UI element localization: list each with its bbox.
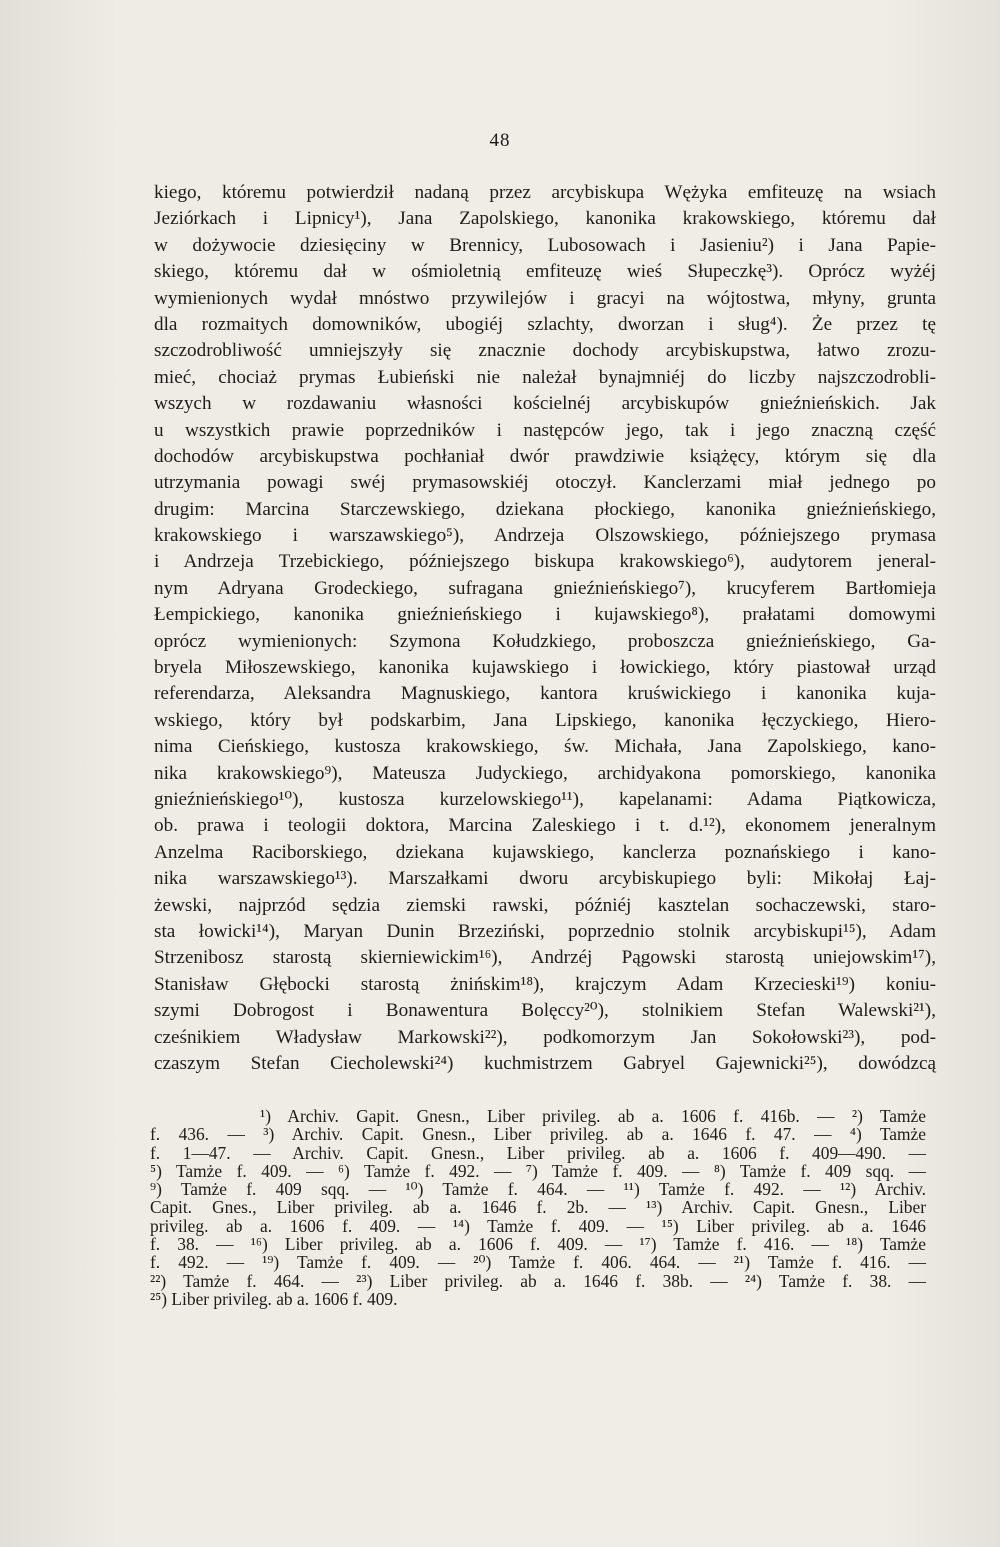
text-line: cześnikiem Władysław Markowski²²), podkomorzym Jan Sokołowski²³), pod- xyxy=(154,1026,936,1048)
text-line: utrzymania powagi swéj prymasowskiéj otoczył. Kanclerzami miał jednego po xyxy=(154,472,936,494)
text-line: Anzelma Raciborskiego, dziekana kujawskiego, kanclerza poznańskiego i kano- xyxy=(154,841,936,863)
text-line: skiego, któremu dał w ośmioletnią emfiteuzę wieś Słupeczkę³). Oprócz wyżéj xyxy=(154,261,936,283)
text-line: żewski, najprzód sędzia ziemski rawski, późniéj kasztelan sochaczewski, staro- xyxy=(154,894,936,916)
text-line: szczodrobliwość umniejszyły się znacznie dochody arcybiskupstwa, łatwo zrozu- xyxy=(154,340,936,362)
text-line: gnieźnieńskiego¹⁰), kustosza kurzelowskiego¹¹), kapelanami: Adama Piątkowicza, xyxy=(154,788,936,810)
footnote-line: f. 436. — ³) Archiv. Capit. Gnesn., Liber privileg. ab a. 1646 f. 47. — ⁴) Tamże xyxy=(150,1124,926,1145)
footnote-line: ⁹) Tamże f. 409 sqq. — ¹⁰) Tamże f. 464. — ¹¹) Tamże f. 492. — ¹²) Archiv. xyxy=(150,1179,926,1200)
text-line: w dożywocie dziesięciny w Brennicy, Lubosowach i Jasieniu²) i Jana Papie- xyxy=(154,234,936,256)
text-line: nika warszawskiego¹³). Marszałkami dworu arcybiskupiego byli: Mikołaj Łaj- xyxy=(154,868,936,890)
text-line: dochodów arcybiskupstwa pochłaniał dwór prawdziwie książęcy, którym się dla xyxy=(154,445,936,467)
text-line: Stanisław Głębocki starostą żnińskim¹⁸), krajczym Adam Krzecieski¹⁹) koniu- xyxy=(154,973,936,995)
footnote-line: ²²) Tamże f. 464. — ²³) Liber privileg. ab a. 1646 f. 38b. — ²⁴) Tamże f. 38. — xyxy=(150,1270,926,1291)
page-number: 48 xyxy=(489,130,511,151)
text-line: szymi Dobrogost i Bonawentura Bolęccy²⁰), stolnikiem Stefan Walewski²¹), xyxy=(154,1000,936,1022)
text-line: nima Cieńskiego, kustosza krakowskiego, św. Michała, Jana Zapolskiego, kano- xyxy=(154,736,936,758)
footnotes xyxy=(150,1107,926,1308)
footnote-line: ⁵) Tamże f. 409. — ⁶) Tamże f. 492. — ⁷) Tamże f. 409. — ⁸) Tamże f. 409 sqq. — xyxy=(150,1160,926,1181)
text-line: nika krakowskiego⁹), Mateusza Judyckiego, archidyakona pomorskiego, kanonika xyxy=(154,762,936,784)
footnote-line: ¹) Archiv. Gapit. Gnesn., Liber privileg. ab a. 1606 f. 416b. — ²) Tamże xyxy=(260,1106,926,1126)
text-line: kiego, któremu potwierdził nadaną przez arcybiskupa Wężyka emfiteuzę na wsiach xyxy=(154,182,936,203)
text-line: bryela Miłoszewskiego, kanonika kujawskiego i łowickiego, który piastował urząd xyxy=(154,657,936,679)
text-line: ob. prawa i teologii doktora, Marcina Zaleskiego i t. d.¹²), ekonomem jeneralnym xyxy=(154,815,936,837)
text-line: i Andrzeja Trzebickiego, późniejszego biskupa krakowskiego⁶), audytorem jeneral- xyxy=(154,551,936,573)
text-line: krakowskiego i warszawskiego⁵), Andrzeja Olszowskiego, późniejszego prymasa xyxy=(154,525,936,547)
footnote-line: ²⁵) Liber privileg. ab a. 1606 f. 409. xyxy=(150,1288,398,1309)
text-line: Łempickiego, kanonika gnieźnieńskiego i kujawskiego⁸), prałatami domowymi xyxy=(154,604,936,626)
text-line: mieć, chociaż prymas Łubieński nie należał bynajmniéj do liczby najszczodrobli- xyxy=(154,366,936,388)
text-line: wskiego, który był podskarbim, Jana Lipskiego, kanonika łęczyckiego, Hiero- xyxy=(154,709,936,731)
text-line: wszych w rozdawaniu własności kościelnéj arcybiskupów gnieźnieńskich. Jak xyxy=(154,393,936,415)
text-line: sta łowicki¹⁴), Maryan Dunin Brzeziński, poprzednio stolnik arcybiskupi¹⁵), Adam xyxy=(154,920,936,942)
text-line: u wszystkich prawie poprzedników i następców jego, tak i jego znaczną część xyxy=(154,419,936,441)
text-line: wymienionych wydał mnóstwo przywilejów i gracyi na wójtostwa, młyny, grunta xyxy=(154,287,936,309)
footnote-line: f. 492. — ¹⁹) Tamże f. 409. — ²⁰) Tamże f. 406. 464. — ²¹) Tamże f. 416. — xyxy=(150,1252,926,1273)
footnote-line: f. 38. — ¹⁶) Liber privileg. ab a. 1606 f. 409. — ¹⁷) Tamże f. 416. — ¹⁸) Tamże xyxy=(150,1234,926,1255)
text-line: Jeziórkach i Lipnicy¹), Jana Zapolskiego, kanonika krakowskiego, któremu dał xyxy=(154,208,936,230)
footnote-line: f. 1—47. — Archiv. Capit. Gnesn., Liber privileg. ab a. 1606 f. 409—490. — xyxy=(150,1142,926,1163)
text-line: dla rozmaitych domowników, ubogiéj szlachty, dworzan i sług⁴). Że przez tę xyxy=(154,313,936,335)
body-text xyxy=(154,180,936,1077)
footnote-line: Capit. Gnes., Liber privileg. ab a. 1646 f. 2b. — ¹³) Archiv. Capit. Gnesn., Liber xyxy=(150,1197,926,1218)
footnote-line: privileg. ab a. 1606 f. 409. — ¹⁴) Tamże f. 409. — ¹⁵) Liber privileg. ab a. 1646 xyxy=(150,1215,926,1236)
text-line: Strzenibosz starostą skierniewickim¹⁶), Andrzéj Pągowski starostą uniejowskim¹⁷), xyxy=(154,947,936,969)
text-line: czaszym Stefan Ciecholewski²⁴) kuchmistrzem Gabryel Gajewnicki²⁵), dowódzcą xyxy=(154,1052,936,1074)
text-line: nym Adryana Grodeckiego, sufragana gnieźnieńskiego⁷), krucyferem Bartłomieja xyxy=(154,577,936,599)
text-line: drugim: Marcina Starczewskiego, dziekana płockiego, kanonika gnieźnieńskiego, xyxy=(154,498,936,520)
text-line: referendarza, Aleksandra Magnuskiego, kantora kruświckiego i kanonika kuja- xyxy=(154,683,936,705)
text-line: oprócz wymienionych: Szymona Kołudzkiego, proboszcza gnieźnieńskiego, Ga- xyxy=(154,630,936,652)
